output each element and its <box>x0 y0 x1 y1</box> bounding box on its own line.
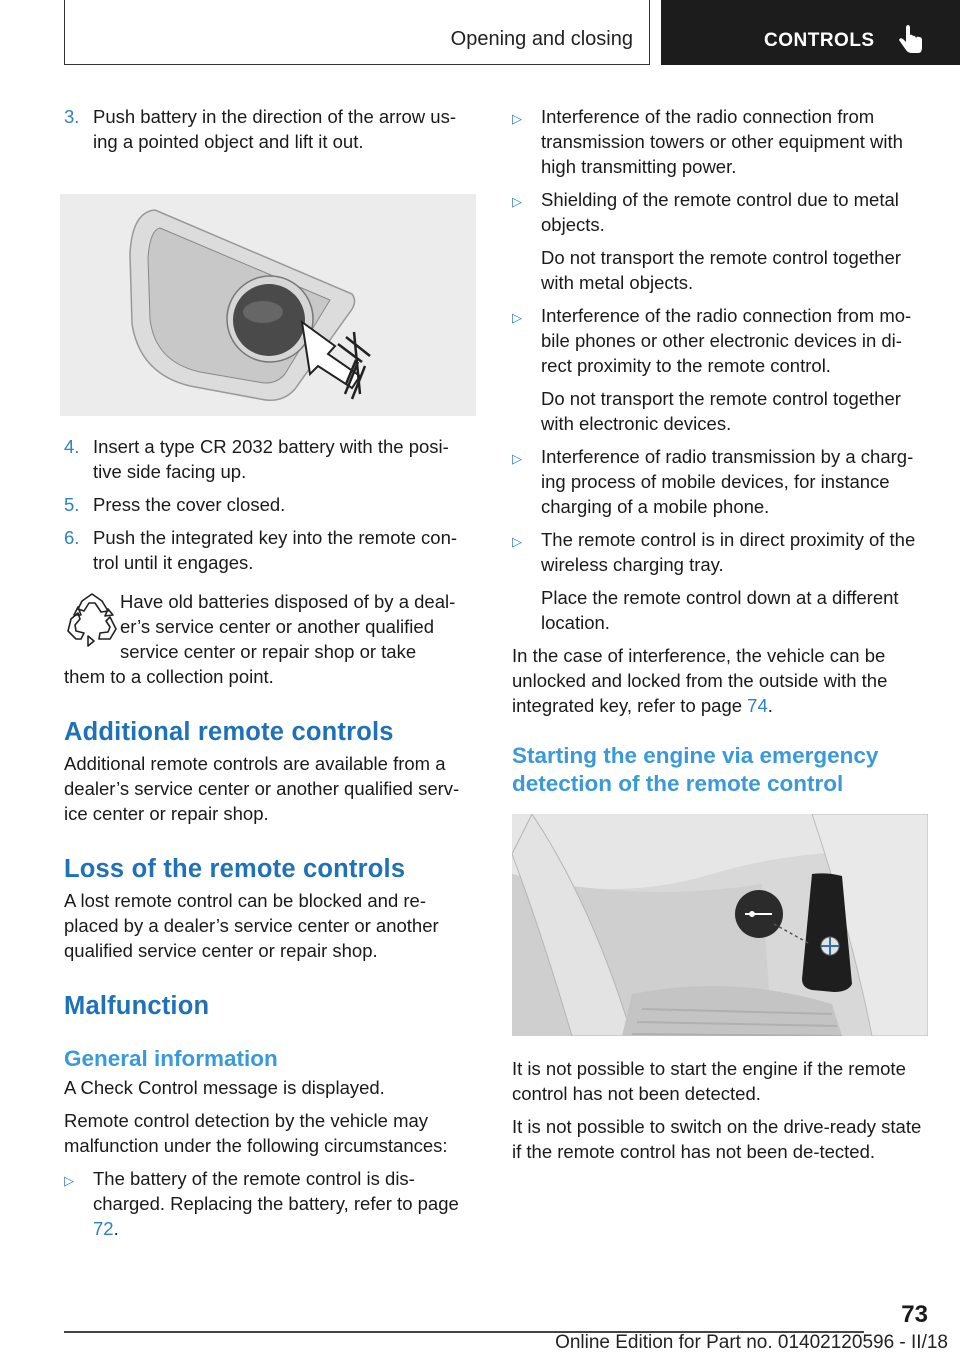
footer-edition: Online Edition for Part no. 01402120596 - II/18 <box>555 1332 948 1353</box>
battery-removal-illustration <box>60 194 476 416</box>
page-reference-link[interactable]: 72 <box>93 1218 114 1239</box>
bullet-marker: ▷ <box>512 194 522 209</box>
step-text: Insert a type CR 2032 battery with the posi-tive side facing up. <box>93 436 449 482</box>
step-text: Push the integrated key into the remote con-trol until it engages. <box>93 527 458 573</box>
step-5 <box>64 492 476 517</box>
emergency-detection-illustration <box>512 814 928 1036</box>
step-number: 5. <box>64 494 80 515</box>
paragraph-interference <box>512 643 928 718</box>
bullet-marker: ▷ <box>512 310 522 325</box>
left-column <box>64 104 476 1249</box>
paragraph: A Check Control message is displayed. <box>64 1077 385 1098</box>
step-text: Press the cover closed. <box>93 494 286 515</box>
recycling-text-tail: them to a collection point. <box>64 666 274 687</box>
bullet-marker: ▷ <box>512 111 522 126</box>
paragraph: Additional remote controls are available from a dealer’s service center or another qualified serv-ice center or repair shop. <box>64 753 460 824</box>
paragraph: It is not possible to start the engine if the remote control has not been detected. <box>512 1058 906 1104</box>
step-text: Push battery in the direction of the arrow us-ing a pointed object and lift it out. <box>93 106 456 152</box>
paragraph: It is not possible to switch on the drive-ready state if the remote control has not been de-tected. <box>512 1116 922 1162</box>
header-section-tab <box>64 0 650 65</box>
bullet-marker: ▷ <box>512 534 522 549</box>
punctuation: . <box>767 695 773 716</box>
bullet-note: Do not transport the remote control together with metal objects. <box>541 247 901 293</box>
page-number: 73 <box>901 1301 928 1328</box>
bullet-item <box>512 527 928 635</box>
step-number: 4. <box>64 436 80 457</box>
heading-additional-remote-controls: Additional remote controls <box>64 718 394 746</box>
bullet-item <box>64 1166 476 1241</box>
bullet-note: Place the remote control down at a different location. <box>541 587 899 633</box>
paragraph: A lost remote control can be blocked and re-placed by a dealer’s service center or another qualified service center or repair shop. <box>64 890 439 961</box>
bullet-text: Interference of the radio connection from mo-bile phones or other electronic devices in di-rect proximity to the remote control. <box>541 305 912 376</box>
bullet-text: The remote control is in direct proximity of the wireless charging tray. <box>541 529 916 575</box>
punctuation: . <box>113 1218 119 1239</box>
bullet-item <box>512 303 928 436</box>
recycling-text: Have old batteries disposed of by a deal-er’s service center or another qualified service center or repair shop or take <box>120 591 456 662</box>
heading-emergency-detection: Starting the engine via emergency detection of the remote control <box>512 743 879 796</box>
page-reference-link[interactable]: 74 <box>747 695 768 716</box>
heading-loss-of-remote-controls: Loss of the remote controls <box>64 855 406 883</box>
chapter-tab <box>661 0 960 65</box>
bullet-item <box>512 104 928 179</box>
bullet-marker: ▷ <box>64 1173 74 1188</box>
step-6 <box>64 525 476 575</box>
step-3 <box>64 104 476 154</box>
paragraph-text: In the case of interference, the vehicle can be unlocked and locked from the outside with the integrated key, refer to page <box>512 645 888 716</box>
step-number: 6. <box>64 527 80 548</box>
bullet-text: The battery of the remote control is dis-charged. Replacing the battery, refer to page <box>93 1168 459 1214</box>
bullet-text: Interference of the radio connection from transmission towers or other equipment with high transmitting power. <box>541 106 903 177</box>
right-column <box>512 104 928 1172</box>
paragraph: Remote control detection by the vehicle may malfunction under the following circumstances: <box>64 1110 448 1156</box>
subheading-general-information: General information <box>64 1046 278 1071</box>
bullet-item <box>512 187 928 295</box>
hand-pointer-icon <box>897 25 925 55</box>
bullet-text: Interference of radio transmission by a charg-ing process of mobile devices, for instance charging of a mobile phone. <box>541 446 914 517</box>
section-title: Opening and closing <box>450 28 633 50</box>
recycle-icon <box>64 589 120 649</box>
heading-malfunction: Malfunction <box>64 992 210 1020</box>
bullet-item <box>512 444 928 519</box>
step-4 <box>64 434 476 484</box>
bullet-note: Do not transport the remote control together with electronic devices. <box>541 388 901 434</box>
recycling-note <box>64 589 476 664</box>
bullet-marker: ▷ <box>512 451 522 466</box>
bullet-text: Shielding of the remote control due to metal objects. <box>541 189 899 235</box>
chapter-title: CONTROLS <box>764 30 875 51</box>
step-number: 3. <box>64 106 80 127</box>
